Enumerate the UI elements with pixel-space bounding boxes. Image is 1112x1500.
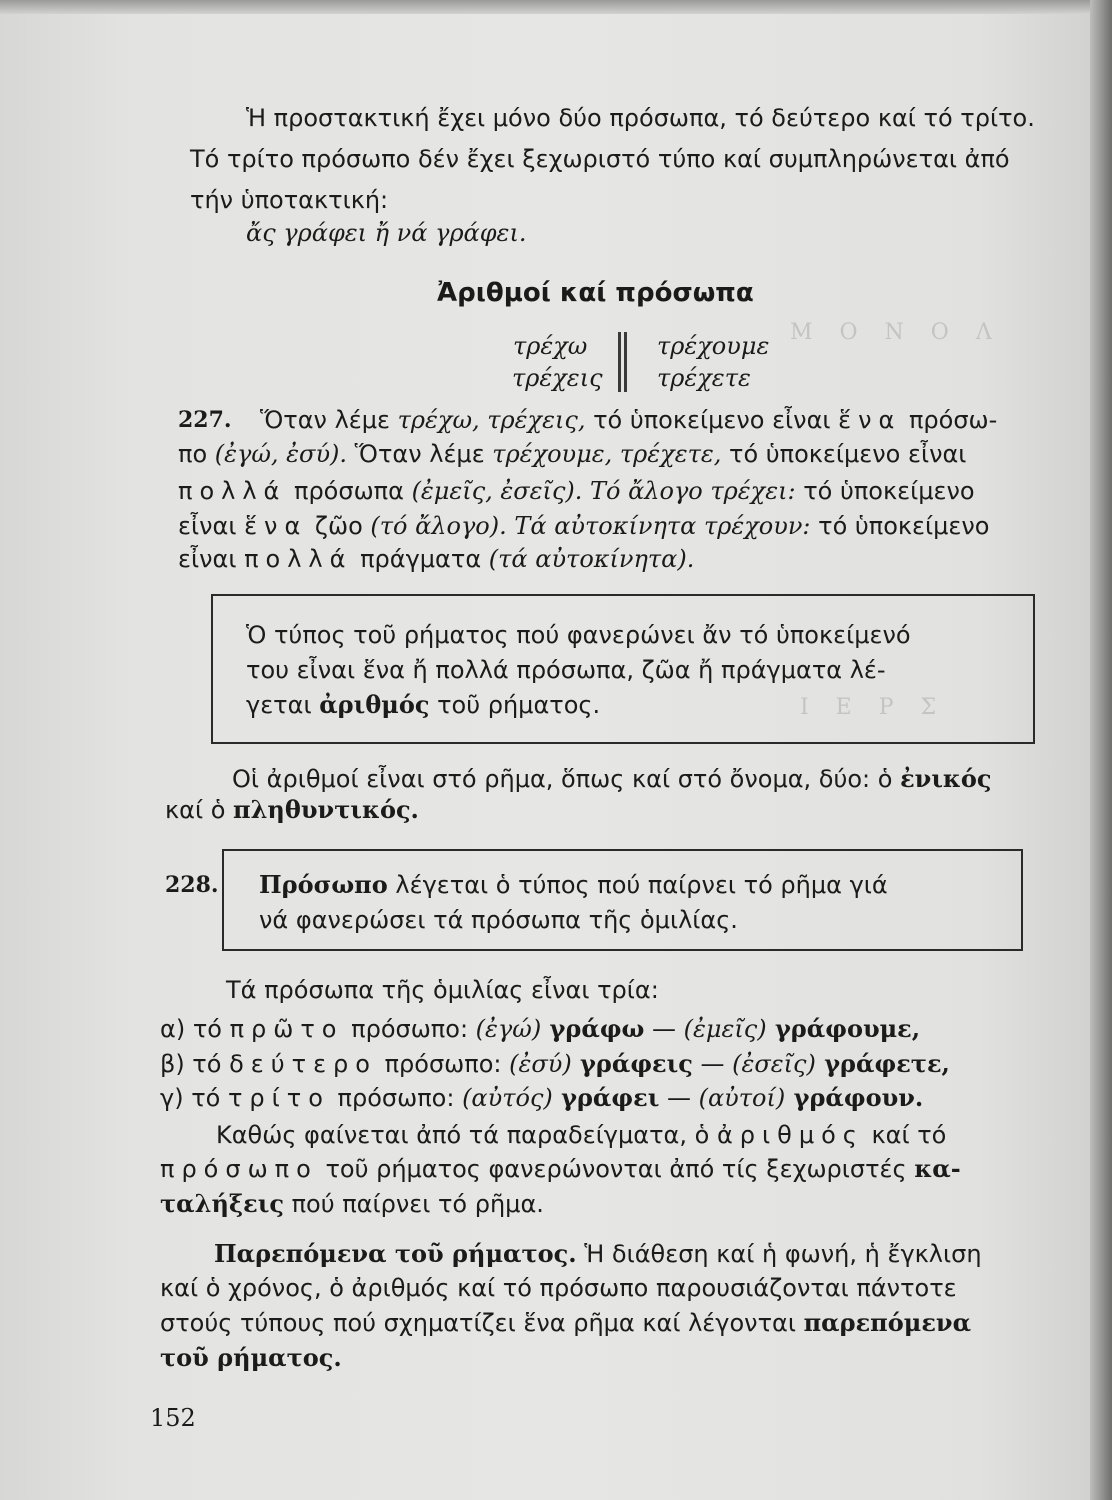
persons-intro: Τά πρόσωπα τῆς ὁμιλίας εἶναι τρία:: [226, 976, 659, 1004]
p227-line-4: εἶναι ἕνα ζῶο (τό ἄλογο). Τά αὐτοκίνητα τρέχουν: τό ὑποκείμενο: [178, 512, 990, 540]
p227-line-1: Ὅταν λέμε τρέχω, τρέχεις, τό ὑποκείμενο εἶναι ἕνα πρόσω-: [260, 406, 998, 434]
conj-divider: [624, 332, 627, 392]
conj-plural-1: τρέχουμε: [657, 332, 770, 360]
section-title: Ἀριθμοί καί πρόσωπα: [437, 278, 754, 308]
parepomena-line-2: καί ὁ χρόνος, ὁ ἀριθμός καί τό πρόσωπο παρουσιάζονται πάντοτε: [160, 1274, 957, 1302]
person-row-1: α) τό πρῶτο πρόσωπο: (ἐγώ) γράφω — (ἐμεῖς) γράφουμε,: [160, 1014, 921, 1043]
page-top-shadow: [0, 0, 1112, 14]
paragraph-number-228: 228.: [165, 872, 219, 898]
examples-line-2: πρόσωπο τοῦ ρήματος φανερώνονται ἀπό τίς ξεχωριστές κα-: [160, 1154, 961, 1183]
bleed-through-mark: Μ Ο Ν Ο Λ: [790, 320, 1002, 345]
person-row-2: β) τό δεύτερο πρόσωπο: (ἐσύ) γράφεις — (ἐσεῖς) γράφετε,: [160, 1049, 950, 1078]
numbers-line-1: Οἱ ἀριθμοί εἶναι στό ρῆμα, ὅπως καί στό ὄνομα, δύο: ὁ ἐνικός: [232, 764, 992, 793]
intro-line-1: Ἡ προστακτική ἔχει μόνο δύο πρόσωπα, τό δεύτερο καί τό τρίτο.: [246, 104, 1035, 132]
p228-line-1: Πρόσωπο λέγεται ὁ τύπος πού παίρνει τό ρῆμα γιά: [259, 870, 888, 899]
box1-line-2: του εἶναι ἕνα ἤ πολλά πρόσωπα, ζῶα ἤ πράγματα λέ-: [246, 656, 886, 684]
intro-example: ἄς γράφει ἤ νά γράφει.: [246, 219, 527, 247]
conj-singular-2: τρέχεις: [512, 364, 603, 392]
person-row-3: γ) τό τρίτο πρόσωπο: (αὐτός) γράφει — (αὐτοί) γράφουν.: [160, 1083, 924, 1112]
paragraph-number-227: 227.: [178, 407, 232, 433]
p227-line-5: εἶναι πολλά πράγματα (τά αὐτοκίνητα).: [178, 545, 695, 573]
p227-line-3: πολλά πρόσωπα (ἐμεῖς, ἐσεῖς). Τό ἄλογο τρέχει: τό ὑποκείμενο: [178, 477, 975, 505]
bleed-through-mark: Ι Ε Ρ Σ: [800, 695, 947, 720]
p228-line-2: νά φανερώσει τά πρόσωπα τῆς ὁμιλίας.: [259, 906, 738, 934]
intro-line-2: Τό τρίτο πρόσωπο δέν ἔχει ξεχωριστό τύπο καί συμπληρώνεται ἀπό: [190, 145, 1010, 173]
conj-divider: [618, 332, 621, 392]
conj-plural-2: τρέχετε: [657, 364, 751, 392]
box1-line-1: Ὁ τύπος τοῦ ρήματος πού φανερώνει ἄν τό ὑποκείμενό: [246, 621, 911, 649]
parepomena-line-3: στούς τύπους πού σχηματίζει ἕνα ρῆμα καί λέγονται παρεπόμενα: [160, 1308, 972, 1337]
conj-singular-1: τρέχω: [513, 332, 588, 360]
parepomena-line-1: Παρεπόμενα τοῦ ρήματος. Ἡ διάθεση καί ἡ φωνή, ἡ ἔγκλιση: [214, 1239, 982, 1268]
page-number: 152: [150, 1404, 196, 1432]
p227-line-2: πο (ἐγώ, ἐσύ). Ὅταν λέμε τρέχουμε, τρέχετε, τό ὑποκείμενο εἶναι: [178, 440, 967, 468]
box1-line-3: γεται ἀριθμός τοῦ ρήματος.: [246, 690, 601, 719]
intro-line-3: τήν ὑποτακτική:: [190, 186, 389, 214]
parepomena-line-4: τοῦ ρήματος.: [160, 1343, 342, 1372]
page-binding-edge: [1090, 0, 1112, 1500]
examples-line-3: ταλήξεις πού παίρνει τό ρῆμα.: [160, 1189, 544, 1218]
numbers-line-2: καί ὁ πληθυντικός.: [165, 795, 419, 824]
examples-line-1: Καθώς φαίνεται ἀπό τά παραδείγματα, ὁ ἀριθμός καί τό: [216, 1121, 947, 1149]
